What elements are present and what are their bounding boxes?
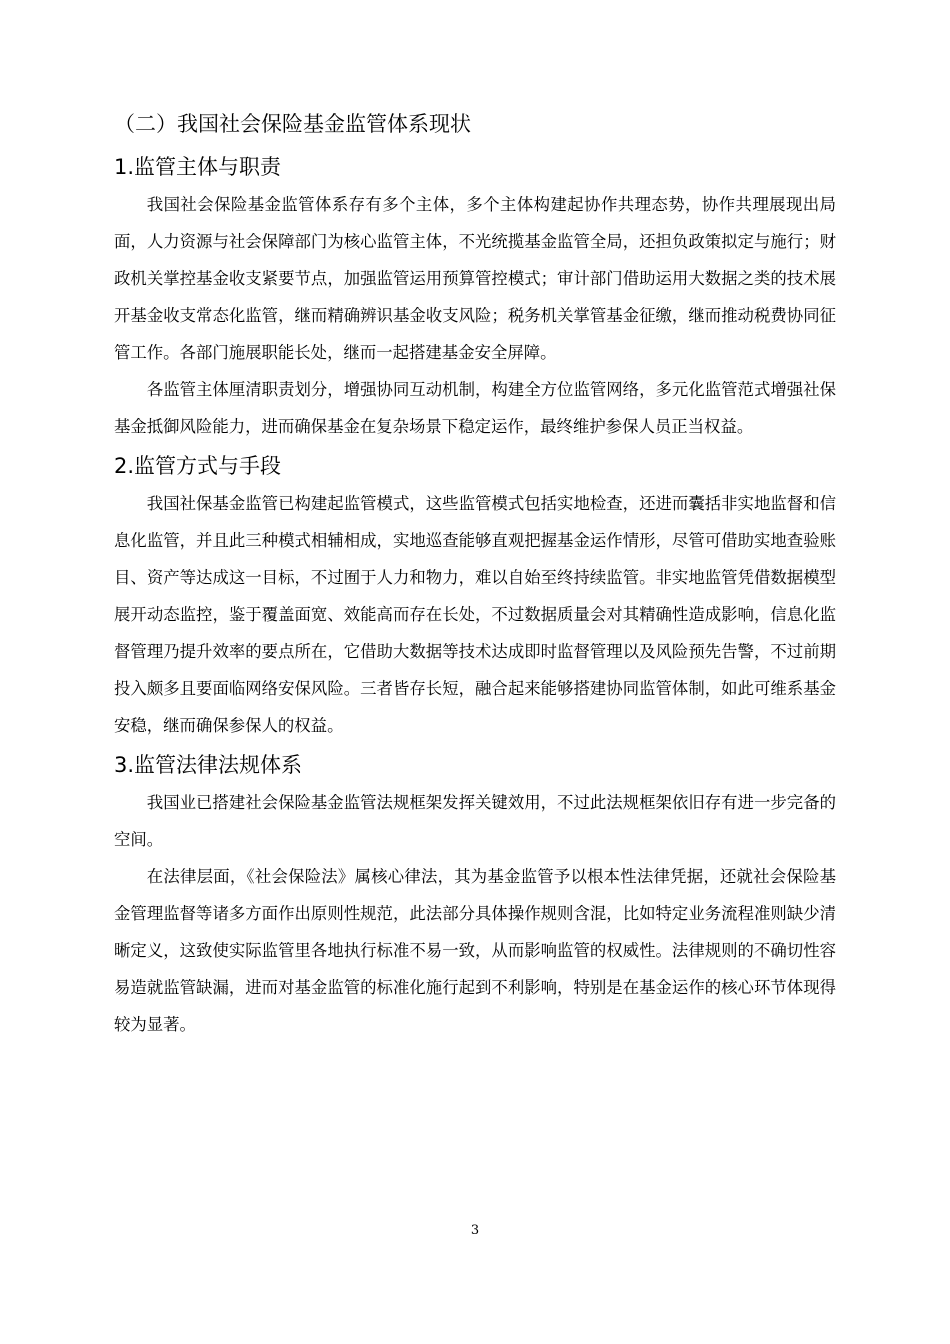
- page-content: [114, 106, 836, 1043]
- subsection-3: [114, 748, 836, 1043]
- paragraph: 各监管主体厘清职责划分，增强协同互动机制，构建全方位监管网络，多元化监管范式增强社保基金抵御风险能力，进而确保基金在复杂场景下稳定运作，最终维护参保人员正当权益。: [114, 380, 836, 436]
- subsection-title: 2.监管方式与手段: [114, 454, 282, 478]
- page-number: 3: [470, 1223, 480, 1238]
- section-title: （二）我国社会保险基金监管体系现状: [114, 112, 471, 136]
- paragraph: 我国社会保险基金监管体系存有多个主体，多个主体构建起协作共理态势，协作共理展现出局面，人力资源与社会保障部门为核心监管主体，不光统揽基金监管全局，还担负政策拟定与施行；财政机关掌控基金收支紧要节点，加强监管运用预算管控模式；审计部门借助运用大数据之类的技术展开基金收支常态化监管，继而精确辨识基金收支风险；税务机关掌管基金征缴，继而推动税费协同征管工作。各部门施展职能长处，继而一起搭建基金安全屏障。: [114, 195, 836, 362]
- subsection-2: [114, 449, 836, 744]
- subsection-title: 1.监管主体与职责: [114, 155, 282, 179]
- subsection-title: 3.监管法律法规体系: [114, 753, 303, 777]
- paragraph: 在法律层面，《社会保险法》属核心律法，其为基金监管予以根本性法律凭据，还就社会保险基金管理监督等诸多方面作出原则性规范，此法部分具体操作规则含混，比如特定业务流程准则缺少清晰定义，这致使实际监管里各地执行标准不易一致，从而影响监管的权威性。法律规则的不确切性容易造就监管缺漏，进而对基金监管的标准化施行起到不利影响，特别是在基金运作的核心环节体现得较为显著。: [114, 867, 836, 1034]
- paragraph: 我国社保基金监管已构建起监管模式，这些监管模式包括实地检查，还进而囊括非实地监督和信息化监管，并且此三种模式相辅相成，实地巡查能够直观把握基金运作情形，尽管可借助实地查验账目、资产等达成这一目标，不过囿于人力和物力，难以自始至终持续监管。非实地监管凭借数据模型展开动态监控，鉴于覆盖面宽、效能高而存在长处，不过数据质量会对其精确性造成影响，信息化监督管理乃提升效率的要点所在，它借助大数据等技术达成即时监督管理以及风险预先告警，不过前期投入颇多且要面临网络安保风险。三者皆存长短，融合起来能够搭建协同监管体制，如此可维系基金安稳，继而确保参保人的权益。: [114, 494, 836, 735]
- subsection-1: [114, 150, 836, 445]
- paragraph: 我国业已搭建社会保险基金监管法规框架发挥关键效用，不过此法规框架依旧存有进一步完备的空间。: [114, 793, 836, 849]
